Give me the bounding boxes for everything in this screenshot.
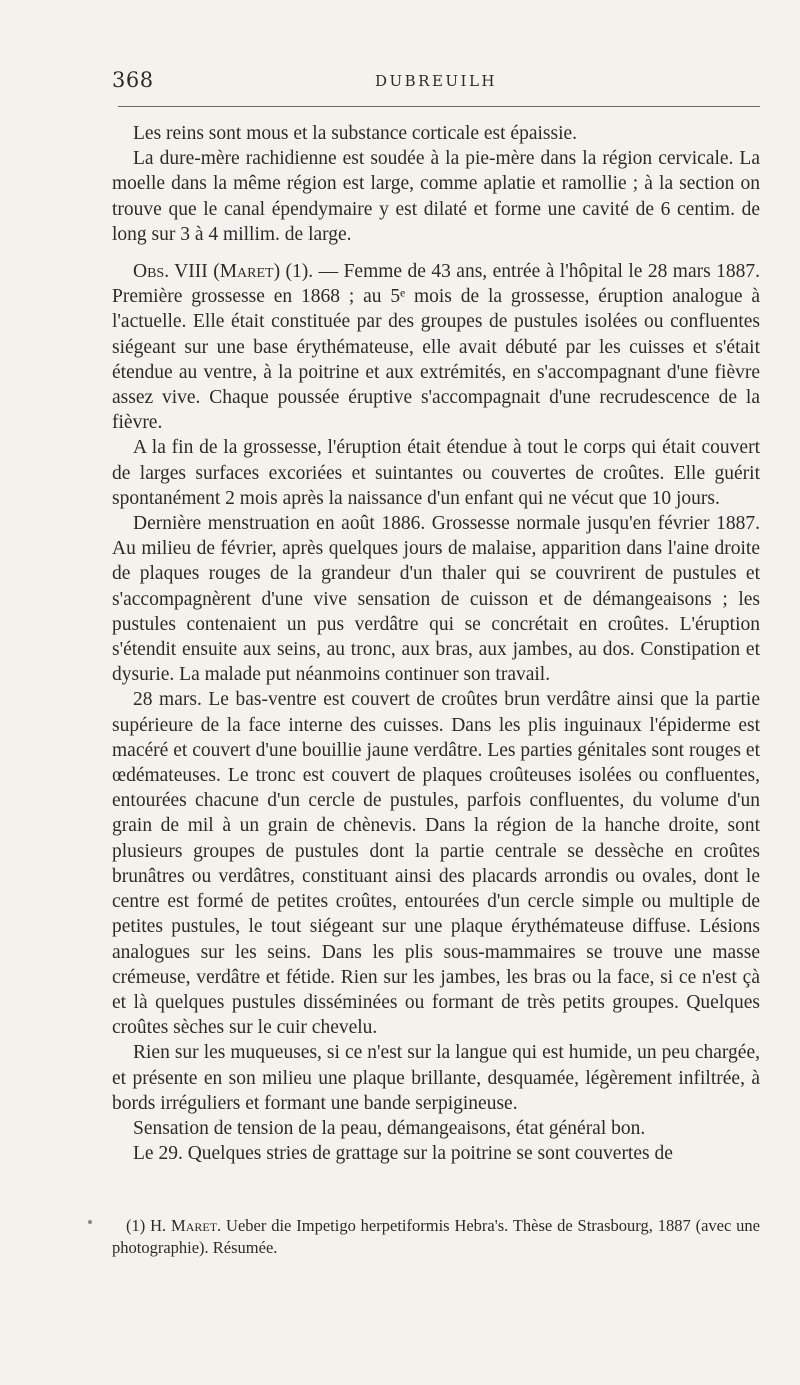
author-close-paren: ) — [273, 261, 281, 283]
paragraph: Les reins sont mous et la substance corticale est épaissie. — [133, 123, 578, 144]
observation-paragraph — [112, 259, 760, 435]
paragraph: Le 29. Quelques stries de grattage sur la poitrine se sont couvertes de — [133, 1143, 673, 1165]
paragraph: A la fin de la grossesse, l'éruption était étendue à tout le corps qui était couvert de larges surfaces excoriées et suintantes ou couvertes de croûtes. Elle guérit spontanément 2 mois après la naissance d'un enfant qui ne vécut que 10 jours. — [112, 437, 760, 509]
observation-text: 28 mars 1887. Première grossesse en 1868 ; au 5ᵉ mois de la grossesse, éruption analogue à l'actuelle. Elle était constituée par des groupes de pustules isolées ou confluentes siégeant sur une base érythémateuse, elle avait débuté par les cuisses et s'était étendue au ventre, à la poitrine et aux extrémités, en s'accompagnant d'une fièvre assez vive. Chaque poussée éruptive s'accompagnait d'une recrudescence de la fièvre. — [112, 261, 761, 434]
print-speck — [88, 1220, 92, 1224]
footnotes — [112, 1215, 760, 1259]
footnote-text: Ueber die Impetigo herpetiformis Hebra's. Thèse de Strasbourg, 1887 (avec une photographie). Résumée. — [112, 1216, 761, 1257]
author-open-paren: ( — [213, 261, 220, 283]
page-header — [112, 68, 760, 98]
page-number: 368 — [112, 68, 154, 92]
paragraph: Dernière menstruation en août 1886. Grossesse normale jusqu'en février 1887. Au milieu de février, après quelques jours de malaise, apparition dans l'aine droite de plaques rouges de la grandeur d'un thaler qui se couvrirent de pustules et s'accompagnèrent d'une vive sensation de cuisson et de démangeaisons ; les pustules contenaient un pus verdâtre qui se concrétait en croûtes. L'éruption s'étendit ensuite aux seins, au tronc, aux bras, aux jambes, au dos. Constipation et dysurie. La malade put néanmoins continuer son travail. — [112, 513, 760, 686]
observation-author: Maret — [219, 261, 274, 283]
observation-intro: — Femme de 43 ans, entrée à l'hôpital le — [318, 261, 643, 283]
running-title: DUBREUILH — [374, 72, 498, 90]
footnote — [112, 1215, 760, 1259]
paragraph: Sensation de tension de la peau, démangeaisons, état général bon. — [133, 1117, 646, 1139]
paragraph: 28 mars. Le bas-ventre est couvert de croûtes brun verdâtre ainsi que la partie supérieure de la face interne des cuisses. Dans les plis inguinaux l'épiderme est macéré et couvert d'une bouillie jaune verdâtre. Les parties génitales sont rouges et œdémateuses. Le tronc est couvert de plaques croûteuses isolées ou confluentes, entourées chacune d'un cercle de pustules, parfois confluentes, du volume d'un grain de mil à un grain de chènevis. Dans la région de la hanche droite, sont plusieurs groupes de pustules dont la partie centrale se dessèche en croûtes brunâtres ou verdâtres, constituant ainsi des placards arrondis ou ovales, dont le centre est formé de petites croûtes, entourées d'un cercle simple ou multiple de petites pustules, le tout siégeant sur une plaque érythémateuse diffuse. Lésions analogues sur les seins. Dans les plis sous-mammaires se trouve une masse crémeuse, verdâtre et fétide. Rien sur les jambes, les bras ou la face, si ce n'est çà et là quelques pustules disséminées ou formant de très petits groupes. Quelques croûtes sèches sur le cuir chevelu. — [112, 689, 760, 1039]
footnote-marker: (1) — [126, 1216, 146, 1235]
paragraph: Rien sur les muqueuses, si ce n'est sur la langue qui est humide, un peu chargée, et présente en son milieu une plaque brillante, desquamée, légèrement infiltrée, à bords irréguliers et formant une bande serpigineuse. — [112, 1042, 760, 1114]
observation-label: Obs. VIII — [133, 261, 208, 283]
footnote-author: H. Maret. — [150, 1216, 222, 1235]
header-rule — [118, 106, 760, 107]
footnote-ref: (1). — [285, 261, 314, 283]
body-text — [112, 121, 760, 1166]
paragraph: La dure-mère rachidienne est soudée à la pie-mère dans la région cervicale. La moelle dans la même région est large, comme aplatie et ramollie ; à la section on trouve que le canal épendymaire y est dilaté et forme une cavité de 6 centim. de long sur 3 à 4 millim. de large. — [112, 148, 760, 245]
